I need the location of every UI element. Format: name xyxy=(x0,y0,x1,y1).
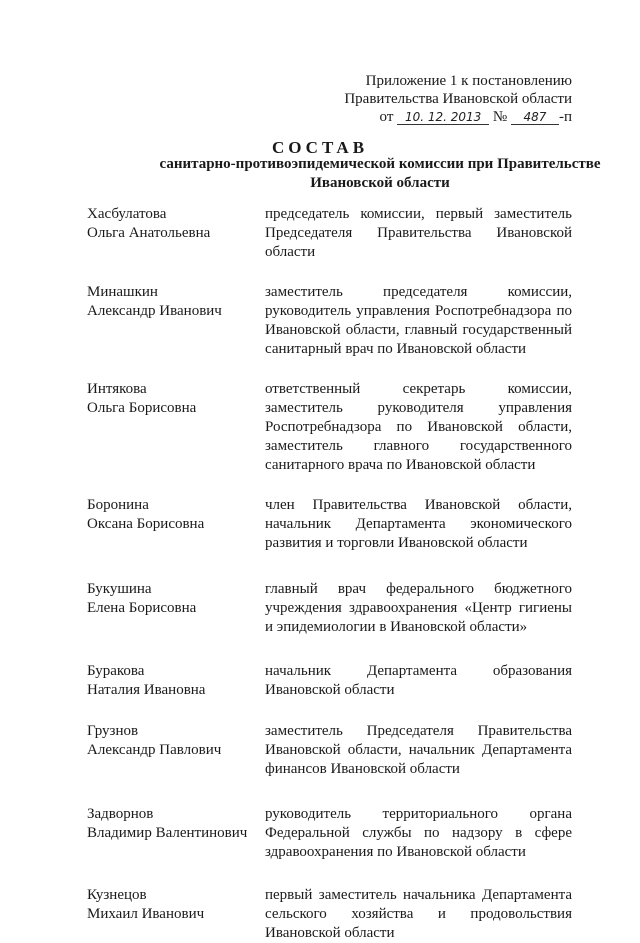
member-given-names: Александр Павлович xyxy=(87,742,222,758)
appendix-line-3 xyxy=(320,108,572,126)
member-role: руководитель территориального органа Федеральной службы по надзору в сфере здравоохранения по Ивановской области xyxy=(265,806,572,860)
member-given-names: Ольга Борисовна xyxy=(87,400,197,416)
member-surname: Минашкин xyxy=(87,284,158,300)
from-label: от xyxy=(379,109,394,125)
member-role: ответственный секретарь комиссии, заместитель руководителя управления Роспотребнадзора по Ивановской области, заместитель главного государственного санитарного врача по Ивановской области xyxy=(265,381,572,473)
number-label: № xyxy=(492,109,508,125)
document-title: СОСТАВ xyxy=(271,138,369,157)
member-name xyxy=(87,886,265,943)
member-entry xyxy=(87,496,572,553)
member-entry xyxy=(87,805,572,862)
member-surname: Задворнов xyxy=(87,806,154,822)
subtitle-line-1: санитарно-противоэпидемической комиссии при Правительстве xyxy=(159,156,601,172)
member-surname: Интякова xyxy=(87,381,147,397)
member-surname: Боронина xyxy=(87,497,149,513)
member-surname: Хасбулатова xyxy=(87,206,167,222)
subtitle-line-2: Ивановской области xyxy=(310,175,450,191)
member-name xyxy=(87,205,265,262)
member-name xyxy=(87,380,265,475)
member-name xyxy=(87,283,265,359)
member-role: заместитель Председателя Правительства Ивановской области, начальник Департамента финансов Ивановской области xyxy=(265,723,572,777)
member-name xyxy=(87,662,265,700)
member-surname: Кузнецов xyxy=(87,887,147,903)
handwritten-number: 487 xyxy=(511,110,559,125)
member-name xyxy=(87,805,265,862)
member-role: член Правительства Ивановской области, начальник Департамента экономического развития и торговли Ивановской области xyxy=(265,497,572,551)
member-given-names: Елена Борисовна xyxy=(87,600,197,616)
member-surname: Буракова xyxy=(87,663,145,679)
member-role: главный врач федерального бюджетного учреждения здравоохранения «Центр гигиены и эпидемиологии в Ивановской области» xyxy=(265,581,572,635)
number-suffix: -п xyxy=(558,109,572,125)
member-entry xyxy=(87,283,572,359)
handwritten-date: 10. 12. 2013 xyxy=(397,110,489,125)
member-entry xyxy=(87,722,572,779)
member-role: заместитель председателя комиссии, руководитель управления Роспотребнадзора по Ивановской области, главный государственный санитарный врач по Ивановской области xyxy=(265,284,572,357)
member-surname: Грузнов xyxy=(87,723,139,739)
appendix-line-1: Приложение 1 к постановлению xyxy=(365,73,572,89)
document-subtitle xyxy=(100,155,640,193)
member-entry xyxy=(87,205,572,262)
member-given-names: Ольга Анатольевна xyxy=(87,225,211,241)
member-given-names: Оксана Борисовна xyxy=(87,516,205,532)
member-entry xyxy=(87,380,572,475)
member-role: первый заместитель начальника Департамента сельского хозяйства и продовольствия Ивановской области xyxy=(265,887,572,941)
member-name xyxy=(87,722,265,779)
appendix-line-2: Правительства Ивановской области xyxy=(344,91,572,107)
appendix-header xyxy=(320,72,572,126)
member-given-names: Владимир Валентинович xyxy=(87,825,248,841)
member-given-names: Михаил Иванович xyxy=(87,906,205,922)
member-entry xyxy=(87,662,572,700)
member-entry xyxy=(87,580,572,637)
member-role: начальник Департамента образования Ивановской области xyxy=(265,663,572,698)
members-list xyxy=(87,205,572,943)
member-entry xyxy=(87,886,572,943)
member-role: председатель комиссии, первый заместитель Председателя Правительства Ивановской области xyxy=(265,206,572,260)
member-given-names: Александр Иванович xyxy=(87,303,222,319)
member-given-names: Наталия Ивановна xyxy=(87,682,206,698)
member-name xyxy=(87,496,265,553)
member-name xyxy=(87,580,265,637)
member-surname: Букушина xyxy=(87,581,152,597)
